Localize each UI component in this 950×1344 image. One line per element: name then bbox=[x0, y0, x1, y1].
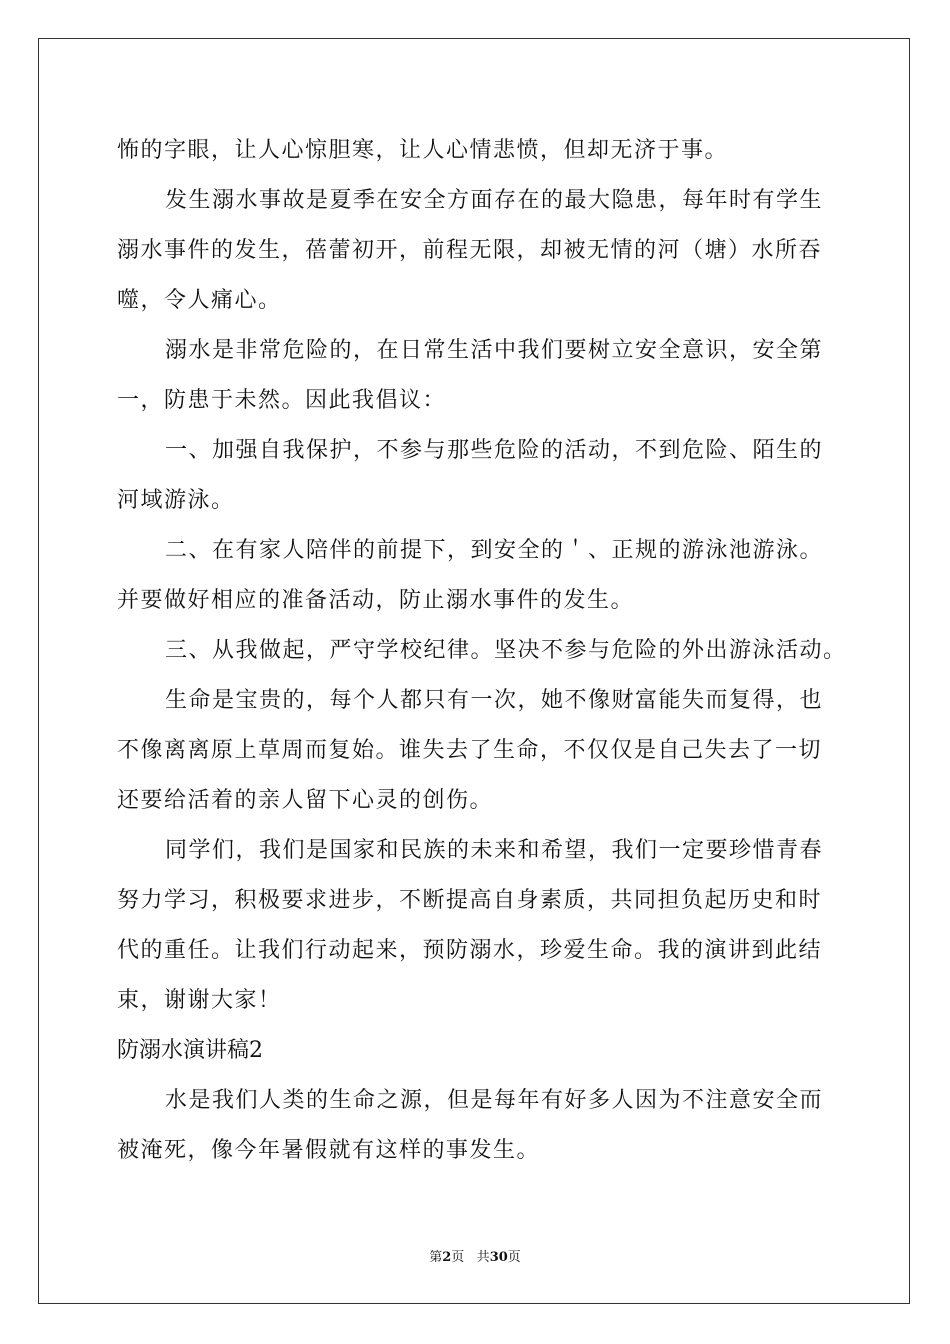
text-line: 不像离离原上草周而复始。谁失去了生命，不仅仅是自己失去了一切 bbox=[117, 738, 823, 763]
text-line: 同学们，我们是国家和民族的未来和希望，我们一定要珍惜青春 bbox=[165, 838, 824, 863]
page-suffix: 页 bbox=[451, 1250, 465, 1265]
text-line: 束，谢谢大家！ bbox=[117, 988, 282, 1013]
text-line: 溺水事件的发生，蓓蕾初开，前程无限，却被无情的河（塘）水所吞 bbox=[117, 238, 823, 263]
document-body bbox=[117, 126, 847, 1176]
text-line: 一、加强自我保护，不参与那些危险的活动，不到危险、陌生的 bbox=[165, 438, 824, 463]
text-line: 发生溺水事故是夏季在安全方面存在的最大隐患，每年时有学生 bbox=[165, 188, 824, 213]
text-line: 还要给活着的亲人留下心灵的创伤。 bbox=[117, 788, 494, 813]
text-line: 怖的字眼，让人心惊胆寒，让人心情悲愤，但却无济于事。 bbox=[117, 138, 729, 163]
text-line: 努力学习，积极要求进步，不断提高自身素质，共同担负起历史和时 bbox=[117, 888, 823, 913]
text-line: 二、在有家人陪伴的前提下，到安全的＇、正规的游泳池游泳。 bbox=[165, 538, 824, 563]
total-suffix: 页 bbox=[507, 1250, 521, 1265]
text-line: 三、从我做起，严守学校纪律。坚决不参与危险的外出游泳活动。 bbox=[165, 638, 847, 663]
page-footer bbox=[0, 1246, 950, 1265]
text-line: 河域游泳。 bbox=[117, 488, 235, 513]
text-line: 水是我们人类的生命之源，但是每年有好多人因为不注意安全而 bbox=[165, 1088, 824, 1113]
text-line: 噬，令人痛心。 bbox=[117, 288, 282, 313]
text-line: 生命是宝贵的，每个人都只有一次，她不像财富能失而复得，也 bbox=[165, 688, 824, 713]
page-prefix: 第 bbox=[429, 1250, 443, 1265]
text-line: 一，防患于未然。因此我倡议： bbox=[117, 388, 447, 413]
page-total: 30 bbox=[489, 1250, 508, 1265]
text-line: 溺水是非常危险的，在日常生活中我们要树立安全意识，安全第 bbox=[165, 338, 824, 363]
page-current: 2 bbox=[442, 1250, 452, 1265]
text-line: 并要做好相应的准备活动，防止溺水事件的发生。 bbox=[117, 588, 635, 613]
text-line: 被淹死，像今年暑假就有这样的事发生。 bbox=[117, 1138, 541, 1163]
text-line: 代的重任。让我们行动起来，预防溺水，珍爱生命。我的演讲到此结 bbox=[117, 938, 823, 963]
section-heading: 防溺水演讲稿2 bbox=[117, 1038, 263, 1063]
total-prefix: 共 bbox=[476, 1250, 490, 1265]
